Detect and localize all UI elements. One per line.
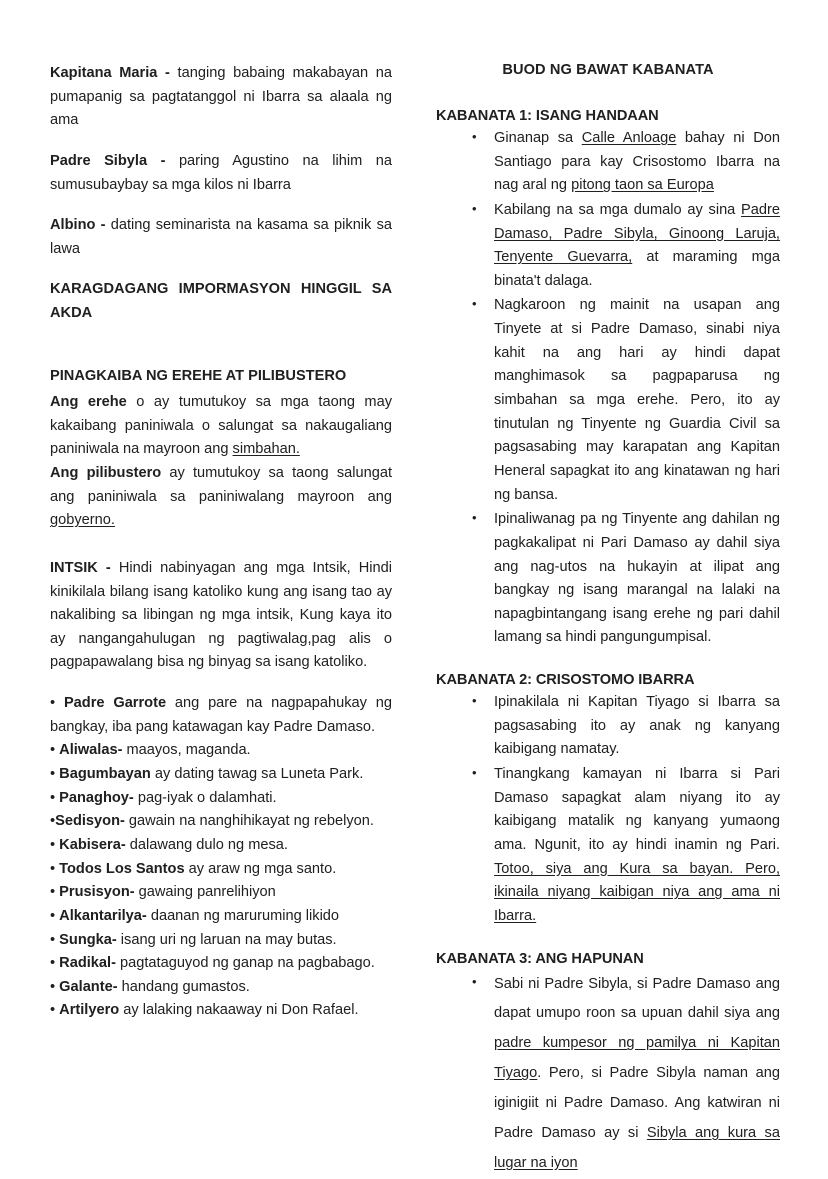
chapter-2-bullet-list — [436, 691, 780, 928]
list-item — [472, 508, 780, 650]
list-item — [472, 691, 780, 762]
glossary-item-padre-garrote — [50, 692, 392, 739]
bullet-glyph: • — [50, 860, 60, 877]
glossary-term: Todos Los Santos — [59, 860, 185, 877]
chapter-3-bullet-list — [436, 970, 780, 1179]
list-item — [472, 127, 780, 198]
character-entry-albino — [50, 214, 392, 261]
glossary-definition: handang gumastos. — [117, 978, 250, 995]
underlined-text: padre kumpesor ng pamilya ni Kapitan Tiyago — [494, 1035, 780, 1082]
list-item — [472, 199, 780, 294]
glossary-definition: daanan ng maruruming likido — [146, 907, 340, 924]
glossary-term: Padre Garrote — [63, 695, 167, 712]
underlined-text: Padre Damaso, Padre Sibyla, Ginoong Laruja, Tenyente Guevarra, — [494, 201, 780, 266]
glossary-term: Aliwalas- — [59, 742, 123, 759]
list-item — [472, 970, 780, 1179]
bullet-glyph: • — [50, 789, 60, 806]
definition-pilibustero — [50, 462, 392, 533]
underlined-text: Calle Anloage — [581, 130, 677, 146]
bullet-glyph: • — [50, 695, 64, 712]
chapter-1-bullet-list — [436, 127, 780, 650]
glossary-term: Kabisera- — [59, 836, 126, 853]
right-column — [436, 62, 780, 1171]
list-item — [472, 763, 780, 928]
character-entry-padre-sibyla — [50, 150, 392, 197]
bullet-glyph: • — [50, 742, 60, 759]
plain-text: Ipinaliwanag pa ng Tinyente ang dahilan ng pagkakalipat ni Pari Damaso ay dahil siya ang nag-utos na hukayin at ilipat ang bangkay ng isang marangal na lalaki na napagbintangang isang erehe ng pari dahil lamang sa hindi pangungumpisal. — [494, 511, 780, 646]
chapter-heading-2: KABANATA 2: CRISOSTOMO IBARRA — [436, 672, 695, 689]
glossary-definition: gawain na nanghihikayat ng rebelyon. — [124, 813, 374, 830]
underlined-text: Totoo, siya ang Kura sa bayan. Pero, ikinaila niyang kaibigan niya ang ama ni Ibarra. — [494, 860, 780, 924]
glossary-item-artilyero — [50, 999, 392, 1023]
glossary-item-kabisera — [50, 834, 392, 858]
glossary-term: Artilyero — [59, 1002, 120, 1019]
bullet-glyph: • — [50, 813, 56, 830]
glossary-item-radikal — [50, 952, 392, 976]
right-column-title: BUOD NG BAWAT KABANATA — [502, 62, 714, 78]
intsik-term: INTSIK - — [50, 559, 111, 576]
section-heading-karagdagang-impormasyon: KARAGDAGANG IMPORMASYON HINGGIL SA AKDA — [50, 281, 392, 322]
plain-text: Sabi ni Padre Sibyla, si Padre Damaso ang dapat umupo roon sa upuan dahil siya ang — [494, 975, 780, 1022]
character-term: Albino - — [50, 217, 106, 234]
plain-text: Nagkaroon ng mainit na usapan ang Tinyete at si Padre Damaso, sinabi niya kahit na ang hari ay hindi dapat manghimasok sa pagpaparusa ng simbahan sa mga erehe. Pero, ito ay tinutulan ng Tinyente ng Guardia Civil sa pagsasabing may karapatan ang Kapitan Heneral sapagkat ito ang kinatawan ng hari ng bansa. — [494, 297, 780, 503]
glossary-term: Alkantarilya- — [59, 907, 147, 924]
bullet-glyph: • — [50, 1002, 60, 1019]
plain-text: Ipinakilala ni Kapitan Tiyago si Ibarra sa pagsasabing ito ay anak ng kanyang kaibigang namatay. — [494, 694, 780, 758]
glossary-list — [50, 692, 392, 1023]
glossary-item-galante — [50, 976, 392, 1000]
glossary-item-panaghoy — [50, 787, 392, 811]
pilibustero-body: ay tumutukoy sa taong salungat ang paniniwala sa paniniwalang mayroon ang — [50, 464, 392, 505]
glossary-term: Bagumbayan — [59, 766, 151, 783]
glossary-definition: pagtataguyod ng ganap na pagbabago. — [115, 955, 375, 972]
character-term: Kapitana Maria - — [50, 65, 170, 81]
plain-text: . Pero, si Padre Sibyla naman ang iginigiit ni Padre Damaso. Ang katwiran ni Padre Damaso ay si — [494, 1065, 780, 1142]
bullet-glyph: • — [50, 884, 60, 901]
plain-text: Ginanap sa — [494, 130, 582, 146]
glossary-term: Sungka- — [59, 931, 117, 948]
bullet-glyph: • — [50, 978, 60, 995]
underlined-text: pitong taon sa Europa — [571, 177, 714, 194]
glossary-term: Panaghoy- — [59, 789, 134, 806]
character-definition: tanging babaing makabayan na pumapanig sa pagtatanggol ni Ibarra sa alaala ng ama — [50, 65, 392, 129]
glossary-item-sedisyon — [50, 810, 392, 834]
chapter-heading-1: KABANATA 1: ISANG HANDAAN — [436, 108, 659, 124]
glossary-item-prusisyon — [50, 881, 392, 905]
pilibustero-underlined-word: gobyerno. — [50, 512, 115, 529]
glossary-definition: gawaing panrelihiyon — [134, 884, 276, 901]
glossary-definition: maayos, maganda. — [122, 742, 251, 759]
glossary-item-sungka — [50, 929, 392, 953]
bullet-glyph: • — [50, 931, 60, 948]
definition-intsik — [50, 557, 392, 675]
character-definition: dating seminarista na kasama sa piknik sa lawa — [50, 217, 393, 257]
bullet-glyph: • — [50, 766, 60, 783]
glossary-definition: ay dating tawag sa Luneta Park. — [150, 766, 364, 783]
bullet-glyph: • — [50, 907, 60, 924]
glossary-term: Galante- — [59, 978, 118, 995]
bullet-glyph: • — [50, 836, 60, 853]
intsik-definition: Hindi nabinyagan ang mga Intsik, Hindi kinikilala bilang isang katoliko kung ang isang tao ay nakalibing sa libingan ng mga intsik, Kung kaya ito ay nangangahulugan ng pagtiwalag,pag alis o pagpapawalang bisa ng binyag sa isang katoliko. — [50, 559, 392, 671]
glossary-definition: dalawang dulo ng mesa. — [125, 836, 288, 853]
glossary-definition: ay araw ng mga santo. — [184, 860, 337, 877]
left-column — [50, 62, 392, 1071]
glossary-item-aliwalas — [50, 739, 392, 763]
plain-text: bahay ni Don Santiago para kay Crisostomo Ibarra na nag aral ng — [494, 130, 780, 194]
glossary-item-alkantarilya — [50, 905, 392, 929]
glossary-item-bagumbayan — [50, 763, 392, 787]
erehe-underlined-word: simbahan. — [232, 441, 300, 458]
glossary-term: Radikal- — [59, 955, 116, 972]
subsection-heading-pinagkaiba: PINAGKAIBA NG EREHE AT PILIBUSTERO — [50, 368, 347, 385]
glossary-definition: pag-iyak o dalamhati. — [133, 789, 277, 806]
underlined-text: Sibyla ang kura sa lugar na iyon — [494, 1125, 780, 1171]
erehe-term: Ang erehe — [50, 394, 127, 411]
chapter-heading-3: KABANATA 3: ANG HAPUNAN — [436, 950, 644, 967]
character-term: Padre Sibyla - — [50, 152, 166, 169]
erehe-body: o ay tumutukoy sa mga taong may kakaibang paniniwala o salungat sa nakaugaliang paniniwala na mayroon ang — [50, 394, 392, 458]
glossary-term: Sedisyon- — [55, 813, 125, 830]
glossary-term: Prusisyon- — [59, 884, 135, 901]
character-definition: paring Agustino na lihim na sumusubaybay sa mga kilos ni Ibarra — [50, 152, 392, 193]
plain-text: Kabilang na sa mga dumalo ay sina — [494, 201, 742, 218]
glossary-definition: ay lalaking nakaaway ni Don Rafael. — [119, 1002, 359, 1019]
glossary-definition: ang pare na nagpapahukay ng bangkay, iba pang katawagan kay Padre Damaso. — [50, 695, 392, 735]
glossary-item-todos-los-santos — [50, 858, 392, 882]
definition-erehe — [50, 391, 392, 462]
pilibustero-term: Ang pilibustero — [50, 464, 162, 481]
list-item — [472, 294, 780, 507]
bullet-glyph: • — [50, 955, 60, 972]
character-entry-kapitana-maria — [50, 62, 392, 133]
plain-text: Tinangkang kamayan ni Ibarra si Pari Damaso sapagkat alam niyang ito ay kaibigang matalik ng kanyang yumaong ama. Ngunit, ito ay hindi inamin ng Pari. — [494, 766, 780, 853]
plain-text: at maraming mga binata't dalaga. — [494, 249, 780, 289]
glossary-definition: isang uri ng laruan na may butas. — [116, 931, 337, 948]
